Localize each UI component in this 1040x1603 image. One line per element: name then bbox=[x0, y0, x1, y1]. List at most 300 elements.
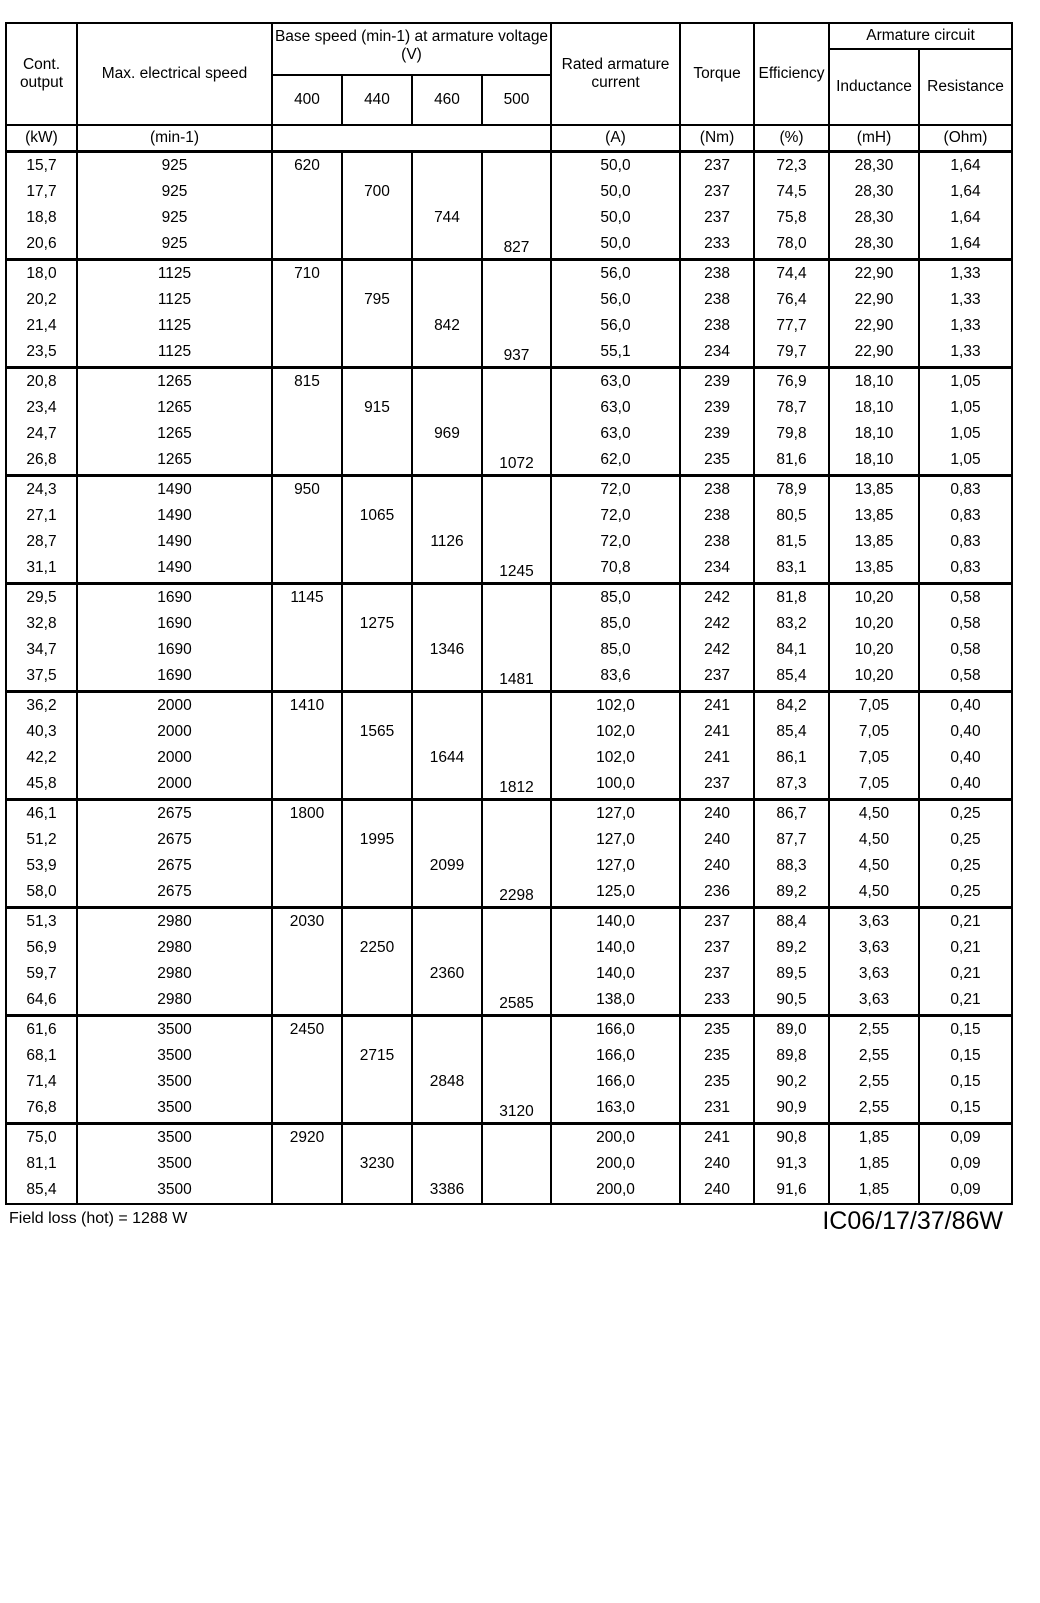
cell-cont-output: 15,7 bbox=[6, 151, 77, 179]
cell-torque: 237 bbox=[680, 907, 754, 935]
cell-base-speed-440: 3230 bbox=[342, 1151, 412, 1177]
cell-cont-output: 31,1 bbox=[6, 555, 77, 584]
cell-base-speed-440-empty bbox=[342, 555, 412, 584]
cell-base-speed-460-empty bbox=[412, 259, 482, 287]
cell-rated-current: 63,0 bbox=[551, 395, 680, 421]
cell-cont-output: 24,3 bbox=[6, 475, 77, 503]
cell-base-speed-460-empty bbox=[412, 339, 482, 368]
header-rated-current: Rated armature current bbox=[551, 23, 680, 125]
cell-base-speed-440-empty bbox=[342, 475, 412, 503]
table-row bbox=[6, 421, 1012, 447]
cell-efficiency: 85,4 bbox=[754, 663, 829, 692]
cell-rated-current: 63,0 bbox=[551, 367, 680, 395]
cell-inductance: 2,55 bbox=[829, 1043, 919, 1069]
cell-base-speed-440-empty bbox=[342, 447, 412, 476]
table-row bbox=[6, 799, 1012, 827]
cell-base-speed-460-empty bbox=[412, 611, 482, 637]
cell-base-speed-500-empty bbox=[482, 1015, 551, 1043]
table-row bbox=[6, 1043, 1012, 1069]
header-armature-circuit: Armature circuit bbox=[829, 23, 1012, 49]
cell-efficiency: 87,7 bbox=[754, 827, 829, 853]
cell-rated-current: 85,0 bbox=[551, 637, 680, 663]
cell-base-speed-460-empty bbox=[412, 879, 482, 908]
table-row bbox=[6, 827, 1012, 853]
cell-base-speed-460-empty bbox=[412, 827, 482, 853]
cell-base-speed-440-empty bbox=[342, 691, 412, 719]
cell-resistance: 0,09 bbox=[919, 1123, 1012, 1151]
cell-resistance: 0,21 bbox=[919, 987, 1012, 1016]
cell-base-speed-500-empty bbox=[482, 503, 551, 529]
cell-base-speed-460-empty bbox=[412, 987, 482, 1016]
table-row bbox=[6, 583, 1012, 611]
cell-base-speed-460-empty bbox=[412, 771, 482, 800]
cell-inductance: 3,63 bbox=[829, 987, 919, 1016]
cell-rated-current: 102,0 bbox=[551, 719, 680, 745]
cell-rated-current: 50,0 bbox=[551, 151, 680, 179]
cell-rated-current: 127,0 bbox=[551, 799, 680, 827]
cell-inductance: 4,50 bbox=[829, 827, 919, 853]
cell-efficiency: 89,2 bbox=[754, 879, 829, 908]
cell-cont-output: 58,0 bbox=[6, 879, 77, 908]
cell-base-speed-400-empty bbox=[272, 637, 342, 663]
cell-base-speed-440-empty bbox=[342, 987, 412, 1016]
cell-base-speed-440-empty bbox=[342, 313, 412, 339]
cell-base-speed-400-empty bbox=[272, 879, 342, 908]
table-body bbox=[6, 151, 1012, 1204]
cell-max-speed: 2675 bbox=[77, 799, 272, 827]
cell-base-speed-460-empty bbox=[412, 555, 482, 584]
cell-cont-output: 26,8 bbox=[6, 447, 77, 476]
cell-base-speed-440: 915 bbox=[342, 395, 412, 421]
cell-resistance: 1,05 bbox=[919, 447, 1012, 476]
table-row bbox=[6, 879, 1012, 908]
cell-resistance: 0,25 bbox=[919, 879, 1012, 908]
cell-base-speed-440-empty bbox=[342, 663, 412, 692]
cell-max-speed: 1490 bbox=[77, 555, 272, 584]
table-row bbox=[6, 1151, 1012, 1177]
cell-efficiency: 78,7 bbox=[754, 395, 829, 421]
cell-resistance: 0,40 bbox=[919, 719, 1012, 745]
cell-base-speed-400: 620 bbox=[272, 151, 342, 179]
table-row bbox=[6, 231, 1012, 260]
cell-base-speed-460-empty bbox=[412, 287, 482, 313]
cell-base-speed-400: 2920 bbox=[272, 1123, 342, 1151]
cell-torque: 240 bbox=[680, 827, 754, 853]
cell-inductance: 18,10 bbox=[829, 367, 919, 395]
cell-base-speed-460-empty bbox=[412, 503, 482, 529]
cell-cont-output: 81,1 bbox=[6, 1151, 77, 1177]
cell-torque: 241 bbox=[680, 691, 754, 719]
cell-rated-current: 50,0 bbox=[551, 231, 680, 260]
cell-base-speed-440-empty bbox=[342, 205, 412, 231]
cell-efficiency: 88,3 bbox=[754, 853, 829, 879]
cell-resistance: 0,25 bbox=[919, 799, 1012, 827]
cell-base-speed-460-empty bbox=[412, 1123, 482, 1151]
cell-base-speed-440-empty bbox=[342, 1123, 412, 1151]
cell-torque: 238 bbox=[680, 503, 754, 529]
cell-rated-current: 102,0 bbox=[551, 745, 680, 771]
cell-max-speed: 925 bbox=[77, 179, 272, 205]
cell-base-speed-400-empty bbox=[272, 827, 342, 853]
cell-base-speed-460-empty bbox=[412, 367, 482, 395]
cell-base-speed-500-empty bbox=[482, 287, 551, 313]
cell-resistance: 1,33 bbox=[919, 339, 1012, 368]
cell-torque: 237 bbox=[680, 179, 754, 205]
cell-cont-output: 51,3 bbox=[6, 907, 77, 935]
cell-resistance: 0,15 bbox=[919, 1043, 1012, 1069]
cell-efficiency: 75,8 bbox=[754, 205, 829, 231]
cell-rated-current: 72,0 bbox=[551, 503, 680, 529]
table-row bbox=[6, 907, 1012, 935]
cell-base-speed-400-empty bbox=[272, 663, 342, 692]
cell-efficiency: 81,6 bbox=[754, 447, 829, 476]
table-row bbox=[6, 1015, 1012, 1043]
cell-inductance: 2,55 bbox=[829, 1069, 919, 1095]
cell-cont-output: 56,9 bbox=[6, 935, 77, 961]
cell-base-speed-460: 2099 bbox=[412, 853, 482, 879]
cell-resistance: 0,40 bbox=[919, 771, 1012, 800]
cell-inductance: 7,05 bbox=[829, 771, 919, 800]
unit-base-speed bbox=[272, 125, 551, 151]
cell-cont-output: 42,2 bbox=[6, 745, 77, 771]
motor-data-table bbox=[5, 22, 1013, 1205]
cell-base-speed-400-empty bbox=[272, 503, 342, 529]
cell-base-speed-500: 827 bbox=[482, 231, 551, 260]
cell-resistance: 0,40 bbox=[919, 745, 1012, 771]
unit-torque: (Nm) bbox=[680, 125, 754, 151]
table-header bbox=[6, 23, 1012, 151]
cell-inductance: 2,55 bbox=[829, 1095, 919, 1124]
cell-torque: 237 bbox=[680, 961, 754, 987]
cell-inductance: 10,20 bbox=[829, 663, 919, 692]
cell-base-speed-440-empty bbox=[342, 1069, 412, 1095]
cell-base-speed-500-empty bbox=[482, 799, 551, 827]
cell-cont-output: 23,5 bbox=[6, 339, 77, 368]
cell-torque: 241 bbox=[680, 719, 754, 745]
cell-resistance: 0,83 bbox=[919, 475, 1012, 503]
cell-torque: 235 bbox=[680, 447, 754, 476]
table-row bbox=[6, 987, 1012, 1016]
cell-rated-current: 140,0 bbox=[551, 935, 680, 961]
cell-efficiency: 89,0 bbox=[754, 1015, 829, 1043]
header-voltage-500: 500 bbox=[482, 75, 551, 125]
cell-efficiency: 84,2 bbox=[754, 691, 829, 719]
cell-max-speed: 1690 bbox=[77, 663, 272, 692]
table-row bbox=[6, 555, 1012, 584]
cell-efficiency: 74,4 bbox=[754, 259, 829, 287]
cell-base-speed-400-empty bbox=[272, 1095, 342, 1124]
cell-base-speed-500-empty bbox=[482, 611, 551, 637]
cell-inductance: 2,55 bbox=[829, 1015, 919, 1043]
cell-inductance: 22,90 bbox=[829, 313, 919, 339]
table-row bbox=[6, 771, 1012, 800]
cell-base-speed-440-empty bbox=[342, 421, 412, 447]
cell-max-speed: 1125 bbox=[77, 313, 272, 339]
cell-cont-output: 61,6 bbox=[6, 1015, 77, 1043]
cell-efficiency: 91,6 bbox=[754, 1177, 829, 1204]
cell-cont-output: 46,1 bbox=[6, 799, 77, 827]
cell-inductance: 13,85 bbox=[829, 555, 919, 584]
cell-rated-current: 102,0 bbox=[551, 691, 680, 719]
table-row bbox=[6, 719, 1012, 745]
cell-rated-current: 56,0 bbox=[551, 287, 680, 313]
cell-base-speed-460-empty bbox=[412, 179, 482, 205]
cell-inductance: 3,63 bbox=[829, 935, 919, 961]
cell-efficiency: 86,1 bbox=[754, 745, 829, 771]
cell-cont-output: 23,4 bbox=[6, 395, 77, 421]
cell-base-speed-440-empty bbox=[342, 583, 412, 611]
table-row bbox=[6, 637, 1012, 663]
cell-inductance: 13,85 bbox=[829, 475, 919, 503]
cell-base-speed-400-empty bbox=[272, 395, 342, 421]
cell-base-speed-460: 3386 bbox=[412, 1177, 482, 1204]
cell-base-speed-460-empty bbox=[412, 475, 482, 503]
cell-base-speed-400-empty bbox=[272, 179, 342, 205]
cell-base-speed-400: 1410 bbox=[272, 691, 342, 719]
cell-resistance: 0,25 bbox=[919, 827, 1012, 853]
cell-rated-current: 55,1 bbox=[551, 339, 680, 368]
cell-max-speed: 2980 bbox=[77, 987, 272, 1016]
cell-base-speed-400-empty bbox=[272, 1043, 342, 1069]
cell-base-speed-460: 1346 bbox=[412, 637, 482, 663]
table-row bbox=[6, 1123, 1012, 1151]
cell-inductance: 7,05 bbox=[829, 691, 919, 719]
cell-base-speed-500-empty bbox=[482, 179, 551, 205]
cell-cont-output: 20,2 bbox=[6, 287, 77, 313]
cell-efficiency: 77,7 bbox=[754, 313, 829, 339]
cell-base-speed-400-empty bbox=[272, 745, 342, 771]
table-row bbox=[6, 611, 1012, 637]
cell-base-speed-500-empty bbox=[482, 1069, 551, 1095]
cell-base-speed-400: 2030 bbox=[272, 907, 342, 935]
cell-base-speed-460: 969 bbox=[412, 421, 482, 447]
cell-rated-current: 56,0 bbox=[551, 259, 680, 287]
table-row bbox=[6, 853, 1012, 879]
cell-torque: 242 bbox=[680, 637, 754, 663]
cell-rated-current: 70,8 bbox=[551, 555, 680, 584]
cell-base-speed-400-empty bbox=[272, 313, 342, 339]
cell-torque: 235 bbox=[680, 1015, 754, 1043]
cell-torque: 238 bbox=[680, 529, 754, 555]
cell-base-speed-500-empty bbox=[482, 395, 551, 421]
cell-base-speed-460: 2360 bbox=[412, 961, 482, 987]
cell-base-speed-440: 2250 bbox=[342, 935, 412, 961]
table-row bbox=[6, 961, 1012, 987]
cell-rated-current: 140,0 bbox=[551, 907, 680, 935]
table-row bbox=[6, 1095, 1012, 1124]
header-voltage-460: 460 bbox=[412, 75, 482, 125]
cell-base-speed-400-empty bbox=[272, 421, 342, 447]
table-row bbox=[6, 503, 1012, 529]
cell-inductance: 4,50 bbox=[829, 853, 919, 879]
cell-base-speed-460: 1126 bbox=[412, 529, 482, 555]
cell-base-speed-460-empty bbox=[412, 1043, 482, 1069]
cell-base-speed-460: 1644 bbox=[412, 745, 482, 771]
cell-cont-output: 36,2 bbox=[6, 691, 77, 719]
cell-base-speed-440-empty bbox=[342, 339, 412, 368]
cell-torque: 238 bbox=[680, 475, 754, 503]
cell-resistance: 1,33 bbox=[919, 287, 1012, 313]
cell-rated-current: 166,0 bbox=[551, 1043, 680, 1069]
header-base-speed: Base speed (min-1) at armature voltage (V) bbox=[272, 23, 551, 75]
cell-base-speed-440: 1275 bbox=[342, 611, 412, 637]
cell-base-speed-440-empty bbox=[342, 1095, 412, 1124]
cell-inductance: 4,50 bbox=[829, 879, 919, 908]
cell-base-speed-460: 2848 bbox=[412, 1069, 482, 1095]
cell-rated-current: 200,0 bbox=[551, 1123, 680, 1151]
cell-max-speed: 925 bbox=[77, 205, 272, 231]
cell-inductance: 4,50 bbox=[829, 799, 919, 827]
cell-max-speed: 2980 bbox=[77, 935, 272, 961]
cell-base-speed-400-empty bbox=[272, 719, 342, 745]
cell-resistance: 0,58 bbox=[919, 583, 1012, 611]
cell-max-speed: 2000 bbox=[77, 719, 272, 745]
cell-base-speed-500-empty bbox=[482, 935, 551, 961]
header-efficiency: Efficiency bbox=[754, 23, 829, 125]
cell-rated-current: 50,0 bbox=[551, 179, 680, 205]
cell-base-speed-500: 1481 bbox=[482, 663, 551, 692]
cell-efficiency: 81,8 bbox=[754, 583, 829, 611]
cell-efficiency: 76,4 bbox=[754, 287, 829, 313]
header-cont-output: Cont. output bbox=[6, 23, 77, 125]
cell-base-speed-400: 815 bbox=[272, 367, 342, 395]
cell-cont-output: 32,8 bbox=[6, 611, 77, 637]
cell-rated-current: 72,0 bbox=[551, 475, 680, 503]
table-row bbox=[6, 205, 1012, 231]
cell-base-speed-440-empty bbox=[342, 637, 412, 663]
cell-base-speed-500-empty bbox=[482, 1177, 551, 1204]
cell-base-speed-500: 1245 bbox=[482, 555, 551, 584]
cell-efficiency: 74,5 bbox=[754, 179, 829, 205]
cell-torque: 234 bbox=[680, 555, 754, 584]
table-row bbox=[6, 663, 1012, 692]
cell-base-speed-440-empty bbox=[342, 907, 412, 935]
cell-inductance: 10,20 bbox=[829, 583, 919, 611]
cell-rated-current: 200,0 bbox=[551, 1177, 680, 1204]
cell-torque: 238 bbox=[680, 313, 754, 339]
cell-base-speed-500-empty bbox=[482, 1043, 551, 1069]
cell-efficiency: 84,1 bbox=[754, 637, 829, 663]
cell-inductance: 22,90 bbox=[829, 259, 919, 287]
cell-resistance: 1,05 bbox=[919, 421, 1012, 447]
header-inductance: Inductance bbox=[829, 49, 919, 125]
cell-base-speed-400-empty bbox=[272, 853, 342, 879]
cell-base-speed-440-empty bbox=[342, 151, 412, 179]
cell-base-speed-460-empty bbox=[412, 395, 482, 421]
cell-resistance: 0,83 bbox=[919, 555, 1012, 584]
cell-efficiency: 83,1 bbox=[754, 555, 829, 584]
cell-inductance: 18,10 bbox=[829, 395, 919, 421]
cell-inductance: 28,30 bbox=[829, 151, 919, 179]
cell-base-speed-440-empty bbox=[342, 1015, 412, 1043]
table-row bbox=[6, 395, 1012, 421]
cell-inductance: 10,20 bbox=[829, 637, 919, 663]
cell-base-speed-500-empty bbox=[482, 961, 551, 987]
cell-cont-output: 85,4 bbox=[6, 1177, 77, 1204]
unit-rated-current: (A) bbox=[551, 125, 680, 151]
cell-torque: 238 bbox=[680, 287, 754, 313]
cell-torque: 231 bbox=[680, 1095, 754, 1124]
cell-torque: 237 bbox=[680, 771, 754, 800]
cell-base-speed-400-empty bbox=[272, 339, 342, 368]
cell-rated-current: 72,0 bbox=[551, 529, 680, 555]
cell-base-speed-400-empty bbox=[272, 555, 342, 584]
cell-base-speed-500: 1812 bbox=[482, 771, 551, 800]
cell-base-speed-400: 1800 bbox=[272, 799, 342, 827]
table-row bbox=[6, 1069, 1012, 1095]
cell-base-speed-500-empty bbox=[482, 1151, 551, 1177]
cell-max-speed: 1490 bbox=[77, 503, 272, 529]
cell-base-speed-500-empty bbox=[482, 907, 551, 935]
cell-inductance: 22,90 bbox=[829, 339, 919, 368]
cell-base-speed-500-empty bbox=[482, 583, 551, 611]
cell-base-speed-500-empty bbox=[482, 691, 551, 719]
cell-inductance: 13,85 bbox=[829, 503, 919, 529]
cell-inductance: 13,85 bbox=[829, 529, 919, 555]
cell-efficiency: 86,7 bbox=[754, 799, 829, 827]
cell-torque: 242 bbox=[680, 583, 754, 611]
cell-max-speed: 3500 bbox=[77, 1123, 272, 1151]
cell-inductance: 28,30 bbox=[829, 231, 919, 260]
cell-base-speed-460-empty bbox=[412, 719, 482, 745]
table-row bbox=[6, 745, 1012, 771]
cell-base-speed-500-empty bbox=[482, 151, 551, 179]
cell-base-speed-440-empty bbox=[342, 961, 412, 987]
cell-torque: 238 bbox=[680, 259, 754, 287]
cell-max-speed: 2980 bbox=[77, 907, 272, 935]
cell-rated-current: 100,0 bbox=[551, 771, 680, 800]
cell-max-speed: 2000 bbox=[77, 745, 272, 771]
cell-inductance: 28,30 bbox=[829, 205, 919, 231]
cell-cont-output: 29,5 bbox=[6, 583, 77, 611]
cell-resistance: 0,58 bbox=[919, 663, 1012, 692]
cell-base-speed-400-empty bbox=[272, 1069, 342, 1095]
cell-inductance: 1,85 bbox=[829, 1177, 919, 1204]
cell-base-speed-460-empty bbox=[412, 1015, 482, 1043]
cell-inductance: 28,30 bbox=[829, 179, 919, 205]
cell-torque: 240 bbox=[680, 799, 754, 827]
cell-cont-output: 24,7 bbox=[6, 421, 77, 447]
cell-base-speed-460-empty bbox=[412, 663, 482, 692]
cell-rated-current: 125,0 bbox=[551, 879, 680, 908]
cell-base-speed-440: 2715 bbox=[342, 1043, 412, 1069]
cell-torque: 237 bbox=[680, 151, 754, 179]
cell-base-speed-400-empty bbox=[272, 771, 342, 800]
cell-torque: 237 bbox=[680, 205, 754, 231]
cell-base-speed-400-empty bbox=[272, 961, 342, 987]
cell-max-speed: 925 bbox=[77, 151, 272, 179]
cell-resistance: 0,58 bbox=[919, 637, 1012, 663]
cell-max-speed: 3500 bbox=[77, 1015, 272, 1043]
header-voltage-440: 440 bbox=[342, 75, 412, 125]
cell-base-speed-460-empty bbox=[412, 935, 482, 961]
table-row bbox=[6, 691, 1012, 719]
cell-rated-current: 163,0 bbox=[551, 1095, 680, 1124]
table-row bbox=[6, 475, 1012, 503]
cell-torque: 241 bbox=[680, 1123, 754, 1151]
cell-inductance: 18,10 bbox=[829, 447, 919, 476]
table-row bbox=[6, 367, 1012, 395]
cell-efficiency: 83,2 bbox=[754, 611, 829, 637]
cell-max-speed: 1690 bbox=[77, 583, 272, 611]
cell-base-speed-400: 1145 bbox=[272, 583, 342, 611]
table-row bbox=[6, 935, 1012, 961]
cell-resistance: 0,09 bbox=[919, 1177, 1012, 1204]
cell-efficiency: 76,9 bbox=[754, 367, 829, 395]
cell-base-speed-500-empty bbox=[482, 745, 551, 771]
cell-inductance: 1,85 bbox=[829, 1151, 919, 1177]
cell-base-speed-460-empty bbox=[412, 231, 482, 260]
